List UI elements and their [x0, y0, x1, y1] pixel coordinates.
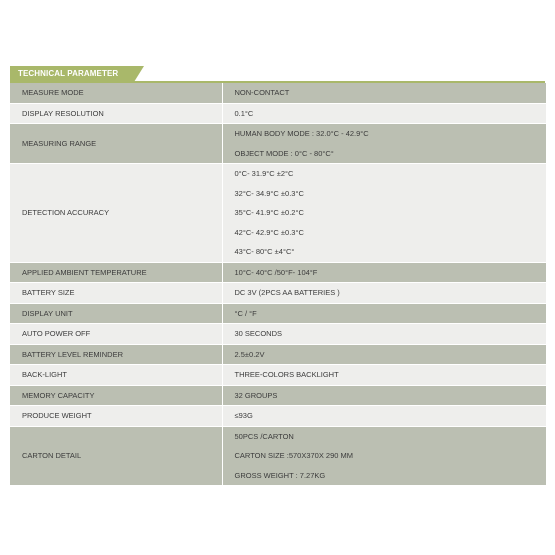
table-row — [10, 344, 546, 365]
param-value-line: 0.1°C — [234, 108, 254, 118]
param-value — [222, 83, 546, 103]
param-value-line: HUMAN BODY MODE : 32.0°C - 42.9°C — [234, 129, 369, 138]
param-value-line: 30 SECONDS — [234, 329, 283, 338]
param-value-line: DC 3V (2PCS AA BATTERIES ) — [234, 288, 340, 297]
param-value — [222, 103, 546, 124]
param-value-line: 2.5±0.2V — [234, 349, 265, 359]
param-value — [222, 124, 546, 164]
table-row — [10, 324, 546, 345]
param-value-line: ≤93G — [234, 411, 253, 420]
param-label: MEMORY CAPACITY — [10, 385, 222, 406]
param-label: DISPLAY UNIT — [10, 303, 222, 324]
technical-parameter-table — [10, 83, 546, 485]
table-row — [10, 164, 546, 263]
param-label: APPLIED AMBIENT TEMPERATURE — [10, 262, 222, 283]
param-label: BACK-LIGHT — [10, 365, 222, 386]
param-label: BATTERY LEVEL REMINDER — [10, 344, 222, 365]
param-value — [222, 303, 546, 324]
table-row — [10, 124, 546, 164]
param-value-line: 32 GROUPS — [234, 390, 278, 400]
param-value-line: THREE-COLORS BACKLIGHT — [234, 370, 339, 379]
param-value-line: 35°C- 41.9°C ±0.2°C — [234, 208, 304, 217]
param-label: MEASURING RANGE — [10, 124, 222, 164]
param-label: DETECTION ACCURACY — [10, 164, 222, 263]
param-value-line: °C / °F — [234, 308, 257, 318]
param-value-line: 32°C- 34.9°C ±0.3°C — [234, 188, 304, 198]
param-value — [222, 365, 546, 386]
table-row — [10, 406, 546, 427]
param-value-line: 50PCS /CARTON — [234, 431, 294, 441]
table-row — [10, 385, 546, 406]
param-label: CARTON DETAIL — [10, 426, 222, 485]
param-value-line: 10°C- 40°C /50°F- 104°F — [234, 267, 318, 277]
section-title-tab: TECHNICAL PARAMETER — [10, 66, 134, 82]
param-value-line: 42°C- 42.9°C ±0.3°C — [234, 227, 304, 237]
param-value — [222, 283, 546, 304]
table-row — [10, 426, 546, 485]
table-row — [10, 103, 546, 124]
param-value-line: 43°C- 80°C ±4°C° — [234, 247, 295, 256]
param-value — [222, 385, 546, 406]
param-value — [222, 324, 546, 345]
param-value — [222, 262, 546, 283]
table-row — [10, 283, 546, 304]
param-value — [222, 164, 546, 263]
table-row — [10, 83, 546, 103]
param-value-line: 0°C- 31.9°C ±2°C — [234, 169, 294, 178]
param-value — [222, 344, 546, 365]
param-value-line: GROSS WEIGHT : 7.27KG — [234, 470, 326, 480]
param-label: MEASURE MODE — [10, 83, 222, 103]
table-row — [10, 303, 546, 324]
param-value — [222, 426, 546, 485]
table-row — [10, 262, 546, 283]
param-label: AUTO POWER OFF — [10, 324, 222, 345]
table-row — [10, 365, 546, 386]
param-value-line: CARTON SIZE :570X370X 290 MM — [234, 451, 354, 460]
param-value — [222, 406, 546, 427]
param-label: DISPLAY RESOLUTION — [10, 103, 222, 124]
param-label: PRODUCE WEIGHT — [10, 406, 222, 427]
param-value-line: NON-CONTACT — [234, 88, 290, 97]
param-label: BATTERY SIZE — [10, 283, 222, 304]
param-value-line: OBJECT MODE : 0°C - 80°C° — [234, 148, 334, 158]
